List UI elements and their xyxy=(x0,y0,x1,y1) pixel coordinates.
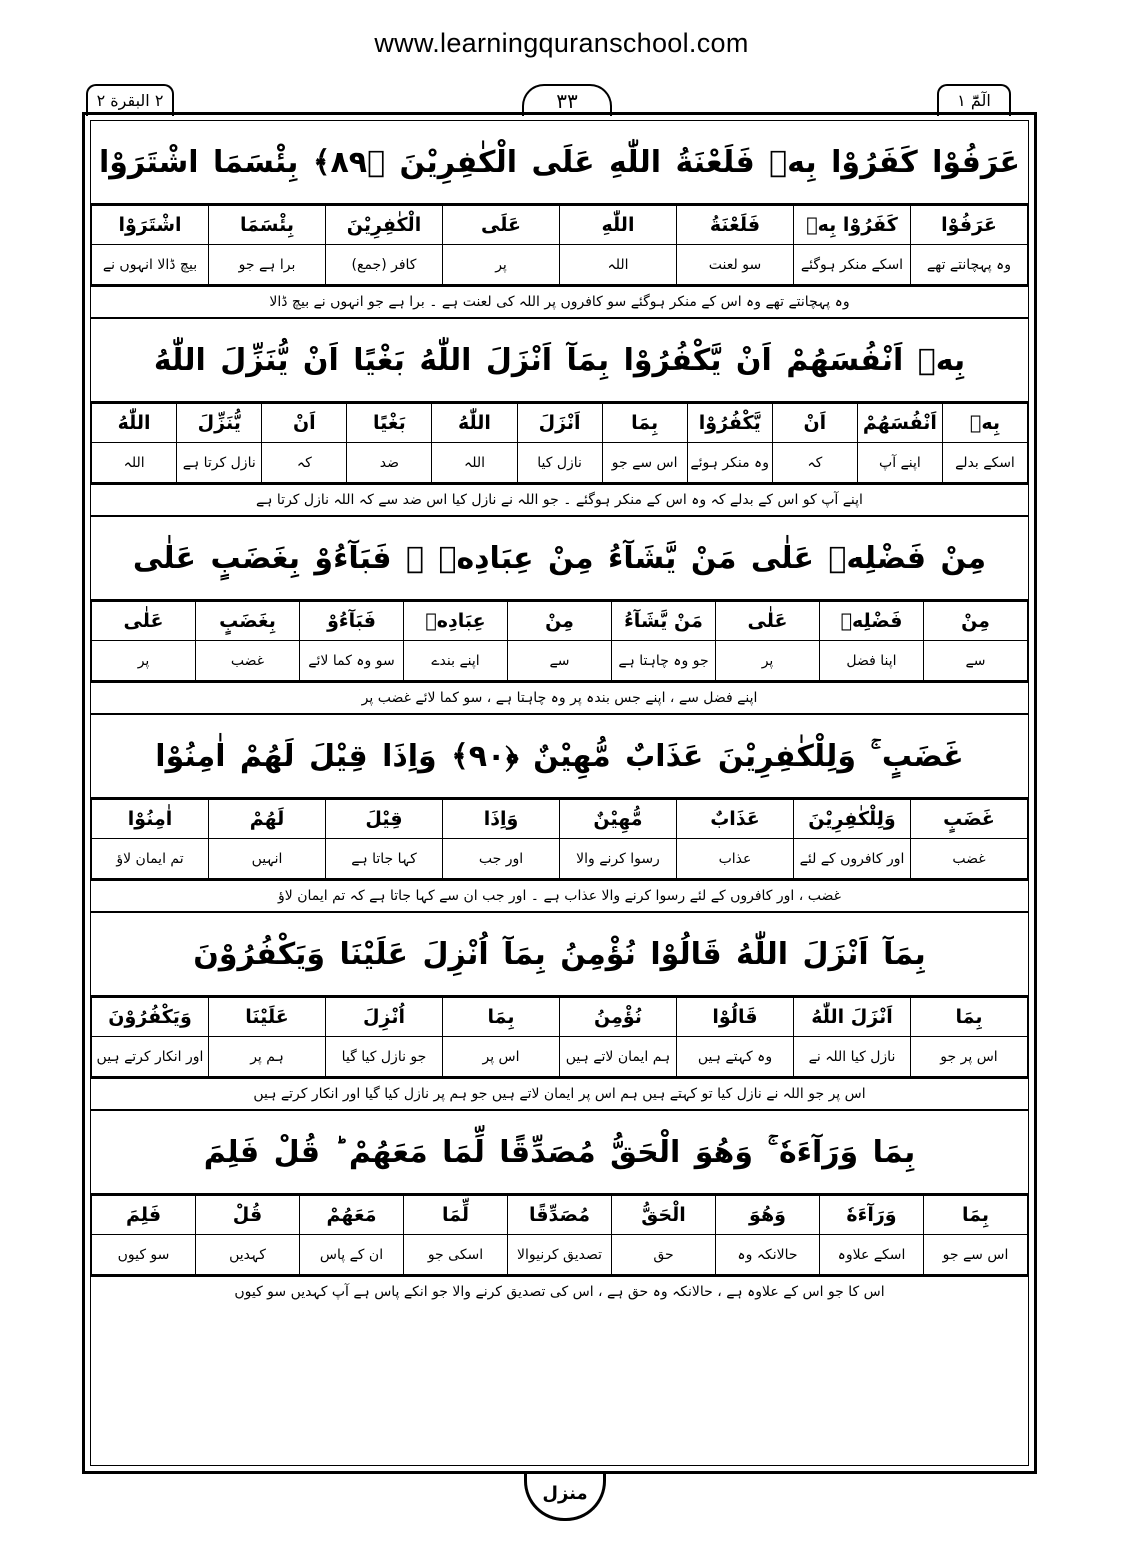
urdu-meaning-cell: جو وہ چاہتا ہے xyxy=(612,641,716,681)
arabic-word-cell: وَلِلْكٰفِرِيْنَ xyxy=(794,800,911,839)
urdu-meaning-cell: سے xyxy=(508,641,612,681)
meanings-row xyxy=(92,1037,1028,1077)
urdu-meaning-cell: پر xyxy=(443,245,560,285)
urdu-meaning-cell: کہ xyxy=(772,443,857,483)
arabic-word-cell: وَاِذَا xyxy=(443,800,560,839)
urdu-meaning-cell: اس پر جو xyxy=(911,1037,1028,1077)
urdu-meaning-cell: نازل کیا xyxy=(517,443,602,483)
urdu-meaning-cell: کافر (جمع) xyxy=(326,245,443,285)
arabic-word-cell: اَنْ xyxy=(262,404,347,443)
arabic-word-cell: عِبَادِهٖ xyxy=(404,602,508,641)
arabic-word-cell: عَلَى xyxy=(443,206,560,245)
arabic-word-cell: اٰمِنُوْا xyxy=(92,800,209,839)
urdu-meaning-cell: پر xyxy=(92,641,196,681)
page-number: ٣٣ xyxy=(522,84,612,116)
arabic-word-cell: مُصَدِّقًا xyxy=(508,1196,612,1235)
word-meaning-table xyxy=(91,997,1028,1077)
word-meaning-table xyxy=(91,799,1028,879)
urdu-meaning-cell: ان کے پاس xyxy=(300,1235,404,1275)
ayah-text: غَضَبٍ ۚ وَلِلْكٰفِرِيْنَ عَذَابٌ مُّهِيْنٌ ﴿٩٠﴾ وَاِذَا قِيْلَ لَهُمْ اٰمِنُوْا xyxy=(91,715,1028,799)
words-row xyxy=(92,206,1028,245)
arabic-word-cell: كَفَرُوْا بِهٖ xyxy=(794,206,911,245)
arabic-word-cell: يُّنَزِّلَ xyxy=(177,404,262,443)
urdu-meaning-cell: اسکے منکر ہوگئے xyxy=(794,245,911,285)
urdu-translation: اپنے آپ کو اس کے بدلے کہ وہ اس کے منکر ہوگئے ۔ جو اللہ نے نازل کیا اس ضد سے کہ اللہ نازل کرتا ہے xyxy=(91,483,1028,515)
meanings-row xyxy=(92,839,1028,879)
urdu-meaning-cell: جو نازل کیا گیا xyxy=(326,1037,443,1077)
arabic-word-cell: اُنْزِلَ xyxy=(326,998,443,1037)
urdu-meaning-cell: اور انکار کرتے ہیں xyxy=(92,1037,209,1077)
words-row xyxy=(92,1196,1028,1235)
urdu-meaning-cell: اسکے بدلے xyxy=(942,443,1027,483)
urdu-meaning-cell: اپنے بندے xyxy=(404,641,508,681)
word-meaning-table xyxy=(91,601,1028,681)
arabic-word-cell: بِمَا xyxy=(602,404,687,443)
urdu-meaning-cell: عذاب xyxy=(677,839,794,879)
arabic-word-cell: غَضَبٍ xyxy=(911,800,1028,839)
ayah-text: مِنْ فَضْلِهٖ عَلٰى مَنْ يَّشَآءُ مِنْ عِبَادِهٖ ۚ فَبَآءُوْ بِغَضَبٍ عَلٰى xyxy=(91,517,1028,601)
urdu-meaning-cell: حالانکہ وہ xyxy=(716,1235,820,1275)
arabic-word-cell: عَلَيْنَا xyxy=(209,998,326,1037)
urdu-meaning-cell: تصدیق کرنیوالا xyxy=(508,1235,612,1275)
urdu-meaning-cell: سو کیوں xyxy=(92,1235,196,1275)
urdu-meaning-cell: نازل کیا اللہ نے xyxy=(794,1037,911,1077)
manzil-label: منزل xyxy=(524,1474,606,1521)
words-row xyxy=(92,404,1028,443)
urdu-meaning-cell: غضب xyxy=(196,641,300,681)
urdu-meaning-cell: نازل کرتا ہے xyxy=(177,443,262,483)
arabic-word-cell: عَرَفُوْا xyxy=(911,206,1028,245)
arabic-word-cell: بِهٖ xyxy=(942,404,1027,443)
arabic-word-cell: قِيْلَ xyxy=(326,800,443,839)
arabic-word-cell: اَنْزَلَ xyxy=(517,404,602,443)
arabic-word-cell: لَهُمْ xyxy=(209,800,326,839)
urdu-meaning-cell: برا ہے جو xyxy=(209,245,326,285)
arabic-word-cell: وَيَكْفُرُوْنَ xyxy=(92,998,209,1037)
ayah-block xyxy=(91,913,1028,1111)
urdu-meaning-cell: وہ پہچانتے تھے xyxy=(911,245,1028,285)
urdu-meaning-cell: ضد xyxy=(347,443,432,483)
arabic-word-cell: بِئْسَمَا xyxy=(209,206,326,245)
arabic-word-cell: بِمَا xyxy=(911,998,1028,1037)
meanings-row xyxy=(92,641,1028,681)
arabic-word-cell: عَذَابٌ xyxy=(677,800,794,839)
urdu-meaning-cell: تم ایمان لاؤ xyxy=(92,839,209,879)
ayah-text: بِمَآ اَنْزَلَ اللّٰهُ قَالُوْا نُؤْمِنُ بِمَآ اُنْزِلَ عَلَيْنَا وَيَكْفُرُوْنَ xyxy=(91,913,1028,997)
arabic-word-cell: اللّٰهُ xyxy=(432,404,517,443)
urdu-meaning-cell: غضب xyxy=(911,839,1028,879)
urdu-meaning-cell: سے xyxy=(924,641,1028,681)
word-meaning-table xyxy=(91,1195,1028,1275)
arabic-word-cell: فَضْلِهٖ xyxy=(820,602,924,641)
surah-label: ٢ البقرة ٢ xyxy=(86,84,174,116)
arabic-word-cell: فَلِمَ xyxy=(92,1196,196,1235)
arabic-word-cell: اَنْفُسَهُمْ xyxy=(857,404,942,443)
arabic-word-cell: الْكٰفِرِيْنَ xyxy=(326,206,443,245)
arabic-word-cell: وَرَآءَهٗ xyxy=(820,1196,924,1235)
arabic-word-cell: قَالُوْا xyxy=(677,998,794,1037)
words-row xyxy=(92,800,1028,839)
ayah-block xyxy=(91,1111,1028,1307)
urdu-meaning-cell: اس پر xyxy=(443,1037,560,1077)
meanings-row xyxy=(92,1235,1028,1275)
page-frame xyxy=(82,112,1037,1474)
arabic-word-cell: لِّمَا xyxy=(404,1196,508,1235)
ayah-block xyxy=(91,517,1028,715)
arabic-word-cell: وَهُوَ xyxy=(716,1196,820,1235)
urdu-meaning-cell: اور جب xyxy=(443,839,560,879)
urdu-meaning-cell: وہ منکر ہوئے xyxy=(687,443,772,483)
arabic-word-cell: اللّٰهِ xyxy=(560,206,677,245)
urdu-meaning-cell: رسوا کرنے والا xyxy=(560,839,677,879)
arabic-word-cell: مَنْ يَّشَآءُ xyxy=(612,602,716,641)
arabic-word-cell: اشْتَرَوْا xyxy=(92,206,209,245)
arabic-word-cell: فَبَآءُوْ xyxy=(300,602,404,641)
urdu-meaning-cell: کہ xyxy=(262,443,347,483)
arabic-word-cell: بِمَا xyxy=(443,998,560,1037)
urdu-meaning-cell: کہا جاتا ہے xyxy=(326,839,443,879)
arabic-word-cell: مَعَهُمْ xyxy=(300,1196,404,1235)
urdu-meaning-cell: انہیں xyxy=(209,839,326,879)
urdu-meaning-cell: اس سے جو xyxy=(602,443,687,483)
urdu-meaning-cell: اس سے جو xyxy=(924,1235,1028,1275)
urdu-meaning-cell: بیچ ڈالا انہوں نے xyxy=(92,245,209,285)
urdu-meaning-cell: اللہ xyxy=(560,245,677,285)
word-meaning-table xyxy=(91,205,1028,285)
words-row xyxy=(92,998,1028,1037)
arabic-word-cell: مُّهِيْنٌ xyxy=(560,800,677,839)
website-url: www.learningquranschool.com xyxy=(374,28,749,58)
urdu-translation: اس کا جو اس کے علاوہ ہے ، حالانکہ وہ حق ہے ، اس کی تصدیق کرنے والا جو انکے پاس ہے آپ کہدیں سو کیوں xyxy=(91,1275,1028,1307)
ayah-block xyxy=(91,319,1028,517)
urdu-translation: اس پر جو اللہ نے نازل کیا تو کہتے ہیں ہم اس پر ایمان لاتے ہیں جو ہم پر نازل کیا گیا اور انکار کرتے ہیں xyxy=(91,1077,1028,1109)
word-meaning-table xyxy=(91,403,1028,483)
arabic-word-cell: يَّكْفُرُوْا xyxy=(687,404,772,443)
ayah-text: بِمَا وَرَآءَهٗ ۚ وَهُوَ الْحَقُّ مُصَدِّقًا لِّمَا مَعَهُمْ ؕ قُلْ فَلِمَ xyxy=(91,1111,1028,1195)
arabic-word-cell: بِمَا xyxy=(924,1196,1028,1235)
urdu-meaning-cell: اللہ xyxy=(432,443,517,483)
arabic-word-cell: عَلٰى xyxy=(716,602,820,641)
arabic-word-cell: بِغَضَبٍ xyxy=(196,602,300,641)
urdu-meaning-cell: اور کافروں کے لئے xyxy=(794,839,911,879)
arabic-word-cell: مِنْ xyxy=(924,602,1028,641)
arabic-word-cell: نُؤْمِنُ xyxy=(560,998,677,1037)
urdu-translation: غضب ، اور کافروں کے لئے رسوا کرنے والا عذاب ہے ۔ اور جب ان سے کہا جاتا ہے کہ تم ایمان لاؤ xyxy=(91,879,1028,911)
arabic-word-cell: اَنْزَلَ اللّٰهُ xyxy=(794,998,911,1037)
urdu-meaning-cell: وہ کہتے ہیں xyxy=(677,1037,794,1077)
meanings-row xyxy=(92,443,1028,483)
para-label: الٓمّٓ ١ xyxy=(937,84,1011,116)
urdu-meaning-cell: اپنا فضل xyxy=(820,641,924,681)
urdu-meaning-cell: ہم ایمان لاتے ہیں xyxy=(560,1037,677,1077)
content-area xyxy=(90,120,1029,1466)
arabic-word-cell: الْحَقُّ xyxy=(612,1196,716,1235)
urdu-meaning-cell: اپنے آپ xyxy=(857,443,942,483)
urdu-meaning-cell: سو لعنت xyxy=(677,245,794,285)
ayah-block xyxy=(91,121,1028,319)
urdu-meaning-cell: کہدیں xyxy=(196,1235,300,1275)
ayah-text: بِهٖ اَنْفُسَهُمْ اَنْ يَّكْفُرُوْا بِمَآ اَنْزَلَ اللّٰهُ بَغْيًا اَنْ يُّنَزِّلَ اللّٰهُ xyxy=(91,319,1028,403)
words-row xyxy=(92,602,1028,641)
urdu-meaning-cell: ہم پر xyxy=(209,1037,326,1077)
arabic-word-cell: مِنْ xyxy=(508,602,612,641)
arabic-word-cell: بَغْيًا xyxy=(347,404,432,443)
urdu-translation: وہ پہچانتے تھے وہ اس کے منکر ہوگئے سو کافروں پر اللہ کی لعنت ہے ۔ برا ہے جو انہوں نے بیچ ڈالا xyxy=(91,285,1028,317)
arabic-word-cell: عَلٰى xyxy=(92,602,196,641)
urdu-meaning-cell: سو وہ کما لائے xyxy=(300,641,404,681)
meanings-row xyxy=(92,245,1028,285)
urdu-meaning-cell: پر xyxy=(716,641,820,681)
urdu-translation: اپنے فضل سے ، اپنے جس بندہ پر وہ چاہتا ہے ، سو کما لائے غضب پر xyxy=(91,681,1028,713)
ayah-text: عَرَفُوْا كَفَرُوْا بِهٖ فَلَعْنَةُ اللّٰهِ عَلَى الْكٰفِرِيْنَ ﴿٨٩﴾ بِئْسَمَا اشْتَرَوْا xyxy=(91,121,1028,205)
arabic-word-cell: قُلْ xyxy=(196,1196,300,1235)
arabic-word-cell: اللّٰهُ xyxy=(92,404,177,443)
urdu-meaning-cell: اللہ xyxy=(92,443,177,483)
arabic-word-cell: فَلَعْنَةُ xyxy=(677,206,794,245)
ayah-block xyxy=(91,715,1028,913)
urdu-meaning-cell: اسکے علاوہ xyxy=(820,1235,924,1275)
arabic-word-cell: اَنْ xyxy=(772,404,857,443)
urdu-meaning-cell: اسکی جو xyxy=(404,1235,508,1275)
urdu-meaning-cell: حق xyxy=(612,1235,716,1275)
